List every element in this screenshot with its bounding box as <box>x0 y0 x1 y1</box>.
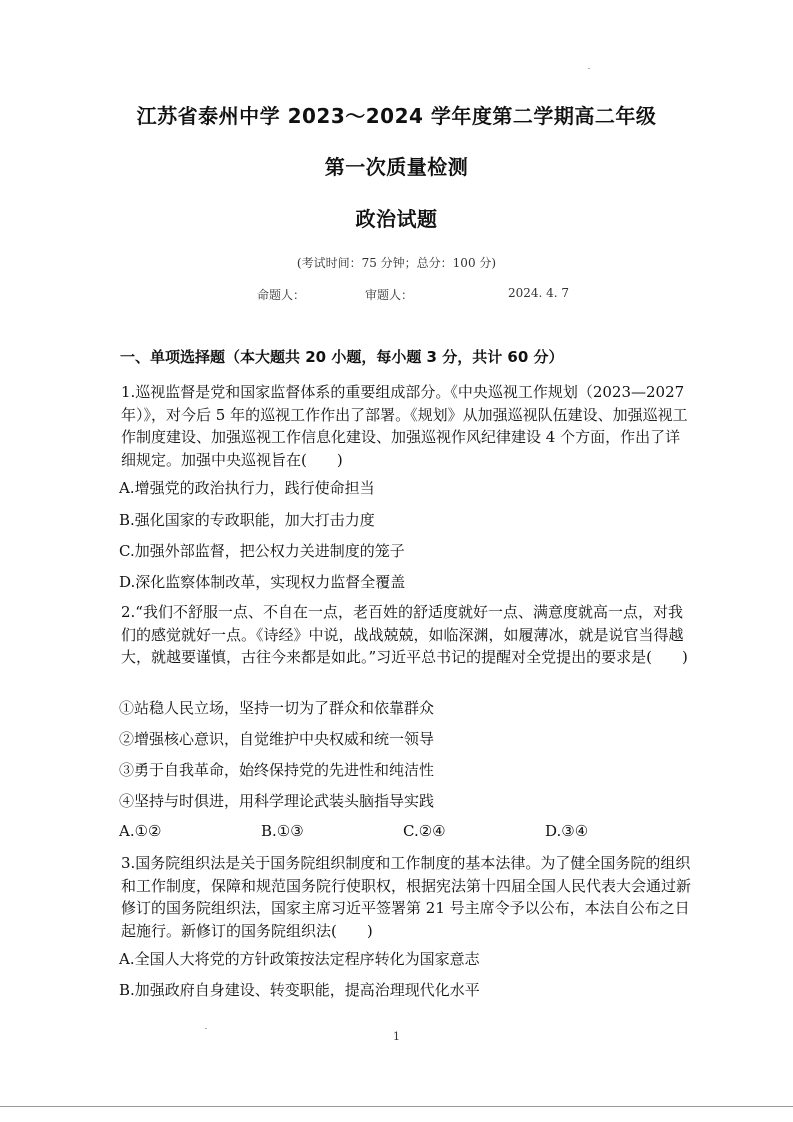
question-2-option-a: A.①② <box>119 822 162 840</box>
question-2-option-d: D.③④ <box>545 822 589 840</box>
exam-title-school: 江苏省泰州中学 2023～2024 学年度第二学期高二年级 <box>136 104 657 128</box>
page-number: 1 <box>393 1030 400 1043</box>
question-2-option-c: C.②④ <box>403 822 446 840</box>
exam-title-subject: 政治试题 <box>355 207 438 231</box>
question-1-option-b: B.强化国家的专政职能，加大打击力度 <box>119 511 375 529</box>
question-3-option-b: B.加强政府自身建设、转变职能，提高治理现代化水平 <box>119 981 480 999</box>
question-1-option-c: C.加强外部监督，把公权力关进制度的笼子 <box>119 542 405 560</box>
scan-speck <box>588 68 590 69</box>
question-2-statement-4: ④坚持与时俱进，用科学理论武装头脑指导实践 <box>119 792 435 810</box>
question-2-statement-2: ②增强核心意识，自觉维护中央权威和统一领导 <box>119 730 435 748</box>
section-heading: 一、单项选择题（本大题共 20 小题，每小题 3 分，共计 60 分） <box>120 348 564 366</box>
question-2-statement-3: ③勇于自我革命，始终保持党的先进性和纯洁性 <box>119 761 435 779</box>
question-2-option-b: B.①③ <box>261 822 304 840</box>
scan-speck <box>205 1028 207 1029</box>
exam-time-score: (考试时间：75 分钟；总分：100 分) <box>296 256 497 270</box>
page-bottom-divider <box>0 1106 793 1107</box>
question-2-statement-1: ①站稳人民立场，坚持一切为了群众和依靠群众 <box>119 699 435 717</box>
question-1-stem: 1.巡视监督是党和国家监督体系的重要组成部分。《中央巡视工作规划（2023—2027 年）》，对今后 5 年的巡视工作作出了部署。《规划》从加强巡视队伍建设、加强巡视工作制度建设、加强巡视工作信息化建设、加强巡视作风纪律建设 4 个方面，作出了详细规定。加强中央巡视旨在( ) <box>121 383 688 469</box>
setter-label: 命题人： <box>257 288 306 302</box>
question-3-stem: 3.国务院组织法是关于国务院组织制度和工作制度的基本法律。为了健全国务院的组织和工作制度，保障和规范国务院行使职权，根据宪法第十四届全国人民代表大会通过新修订的国务院组织法，国家主席习近平签署第 21 号主席令予以公布，本法自公布之日起施行。新修订的国务院组织法( ) <box>121 854 692 940</box>
question-1-option-a: A.增强党的政治执行力，践行使命担当 <box>119 479 375 497</box>
exam-title-test: 第一次质量检测 <box>324 155 469 179</box>
question-3-option-a: A.全国人大将党的方针政策按法定程序转化为国家意志 <box>119 950 480 968</box>
question-2-stem: 2.“我们不舒服一点、不自在一点，老百姓的舒适度就好一点、满意度就高一点，对我们的感觉就好一点。《诗经》中说，战战兢兢，如临深渊，如履薄冰，就是说官当得越大，就越要谨慎，古往今来都是如此。”习近平总书记的提醒对全党提出的要求是( ) <box>121 603 688 666</box>
reviewer-label: 审题人： <box>365 288 414 302</box>
question-1-option-d: D.深化监察体制改革，实现权力监督全覆盖 <box>119 573 406 591</box>
exam-date: 2024. 4. 7 <box>508 286 570 300</box>
